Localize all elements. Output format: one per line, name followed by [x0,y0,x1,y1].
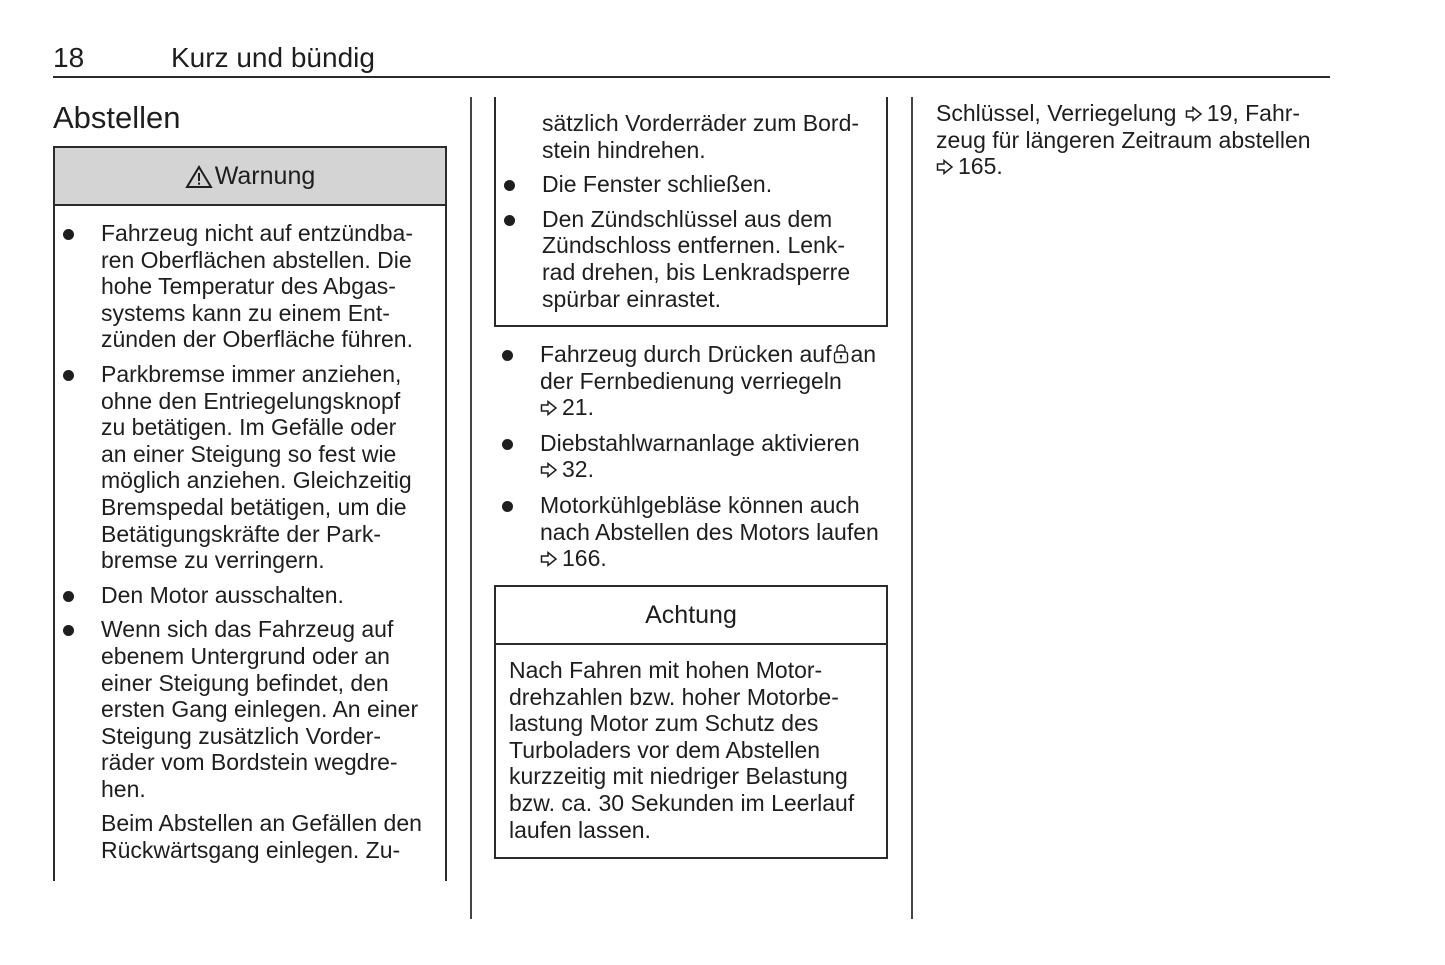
list-item: Diebstahlwarnanlage aktivieren 32. [496,430,896,483]
page-number: 18 [53,42,85,73]
list-item: Motorkühlgebläse können auch nach Abstellen des Motors laufen 166. [496,492,896,572]
list-item: Fahrzeug nicht auf entzündba- ren Oberflächen abstellen. Die hohe Temperatur des Abgas- systems kann zu einem Ent- zünden der Oberfläche führen. [57,220,433,353]
notice-box [494,585,888,859]
page-reference-arrow-icon [540,462,558,478]
section-title: Abstellen [53,100,181,135]
column-divider-right [911,97,913,919]
page-header [53,40,1330,78]
chapter-title: Kurz und bündig [171,42,375,73]
page-reference[interactable]: 19, Fahr- [1206,100,1301,126]
padlock-icon [833,343,849,364]
list-item: Den Motor ausschalten. [57,582,433,609]
bullet-icon [63,625,74,636]
warning-extra-paragraph: Beim Abstellen an Gefällen den Rückwärtsgang einlegen. Zu- [101,810,422,864]
bullet-icon [504,180,515,191]
warning-box [53,146,447,881]
continued-text: sätzlich Vorderräder zum Bord- stein hindrehen. [542,110,860,163]
bullet-icon [63,370,74,381]
bullet-icon [504,215,515,226]
list-item: Fahrzeug durch Drücken auf an der Fernbedienung verriegeln 21. [496,341,896,421]
notice-header [496,587,886,645]
warning-triangle-icon [185,165,213,189]
column-divider-left [470,97,472,919]
warning-header [55,148,445,206]
warning-list [57,220,433,802]
list-item: Wenn sich das Fahrzeug auf ebenem Untergrund oder an einer Steigung befindet, den ersten Gang einlegen. An einer Steigung zusätzlich Vorder- räder vom Bordstein wegdre- hen. [57,616,433,802]
page-reference[interactable]: 166. [562,545,607,572]
warning-body [55,206,445,864]
bullet-icon [63,229,74,240]
continuation-list [498,171,876,312]
page-reference[interactable]: 165. [958,153,1003,180]
page-reference-arrow-icon [540,400,558,416]
page-reference[interactable]: 21. [562,394,594,421]
notice-body: Nach Fahren mit hohen Motor- drehzahlen bzw. hoher Motorbe- lastung Motor zum Schutz des Turboladers vor dem Abstellen kurzzeitig mit niedriger Belastung bzw. ca. 30 Sekunden im Leerlauf laufen lassen. [509,657,855,843]
bullet-icon [502,350,513,361]
page-reference-arrow-icon [540,551,558,567]
warning-box-continuation [494,97,888,327]
notice-title: Achtung [645,600,737,629]
list-item: Parkbremse immer anziehen, ohne den Entriegelungsknopf zu betätigen. Im Gefälle oder an einer Steigung so fest wie möglich anziehen. Gleichzeitig Bremspedal betätigen, um die Betätigungskräfte der Park- bremse zu verringern. [57,361,433,574]
bullet-icon [502,501,513,512]
list-item: Den Zündschlüssel aus dem Zündschloss entfernen. Lenk- rad drehen, bis Lenkradsperre spürbar einrastet. [498,206,876,312]
page-reference[interactable]: 32. [562,456,594,483]
middle-list [496,341,896,580]
warning-title: Warnung [214,161,316,190]
list-item: Die Fenster schließen. [498,171,876,198]
page-reference-arrow-icon [1185,106,1203,122]
bullet-icon [63,591,74,602]
page-reference-arrow-icon [936,159,954,175]
right-column-text: Schlüssel, Verriegelung 19, Fahr- zeug für längeren Zeitraum abstellen 165. [936,100,1311,180]
bullet-icon [502,439,513,450]
